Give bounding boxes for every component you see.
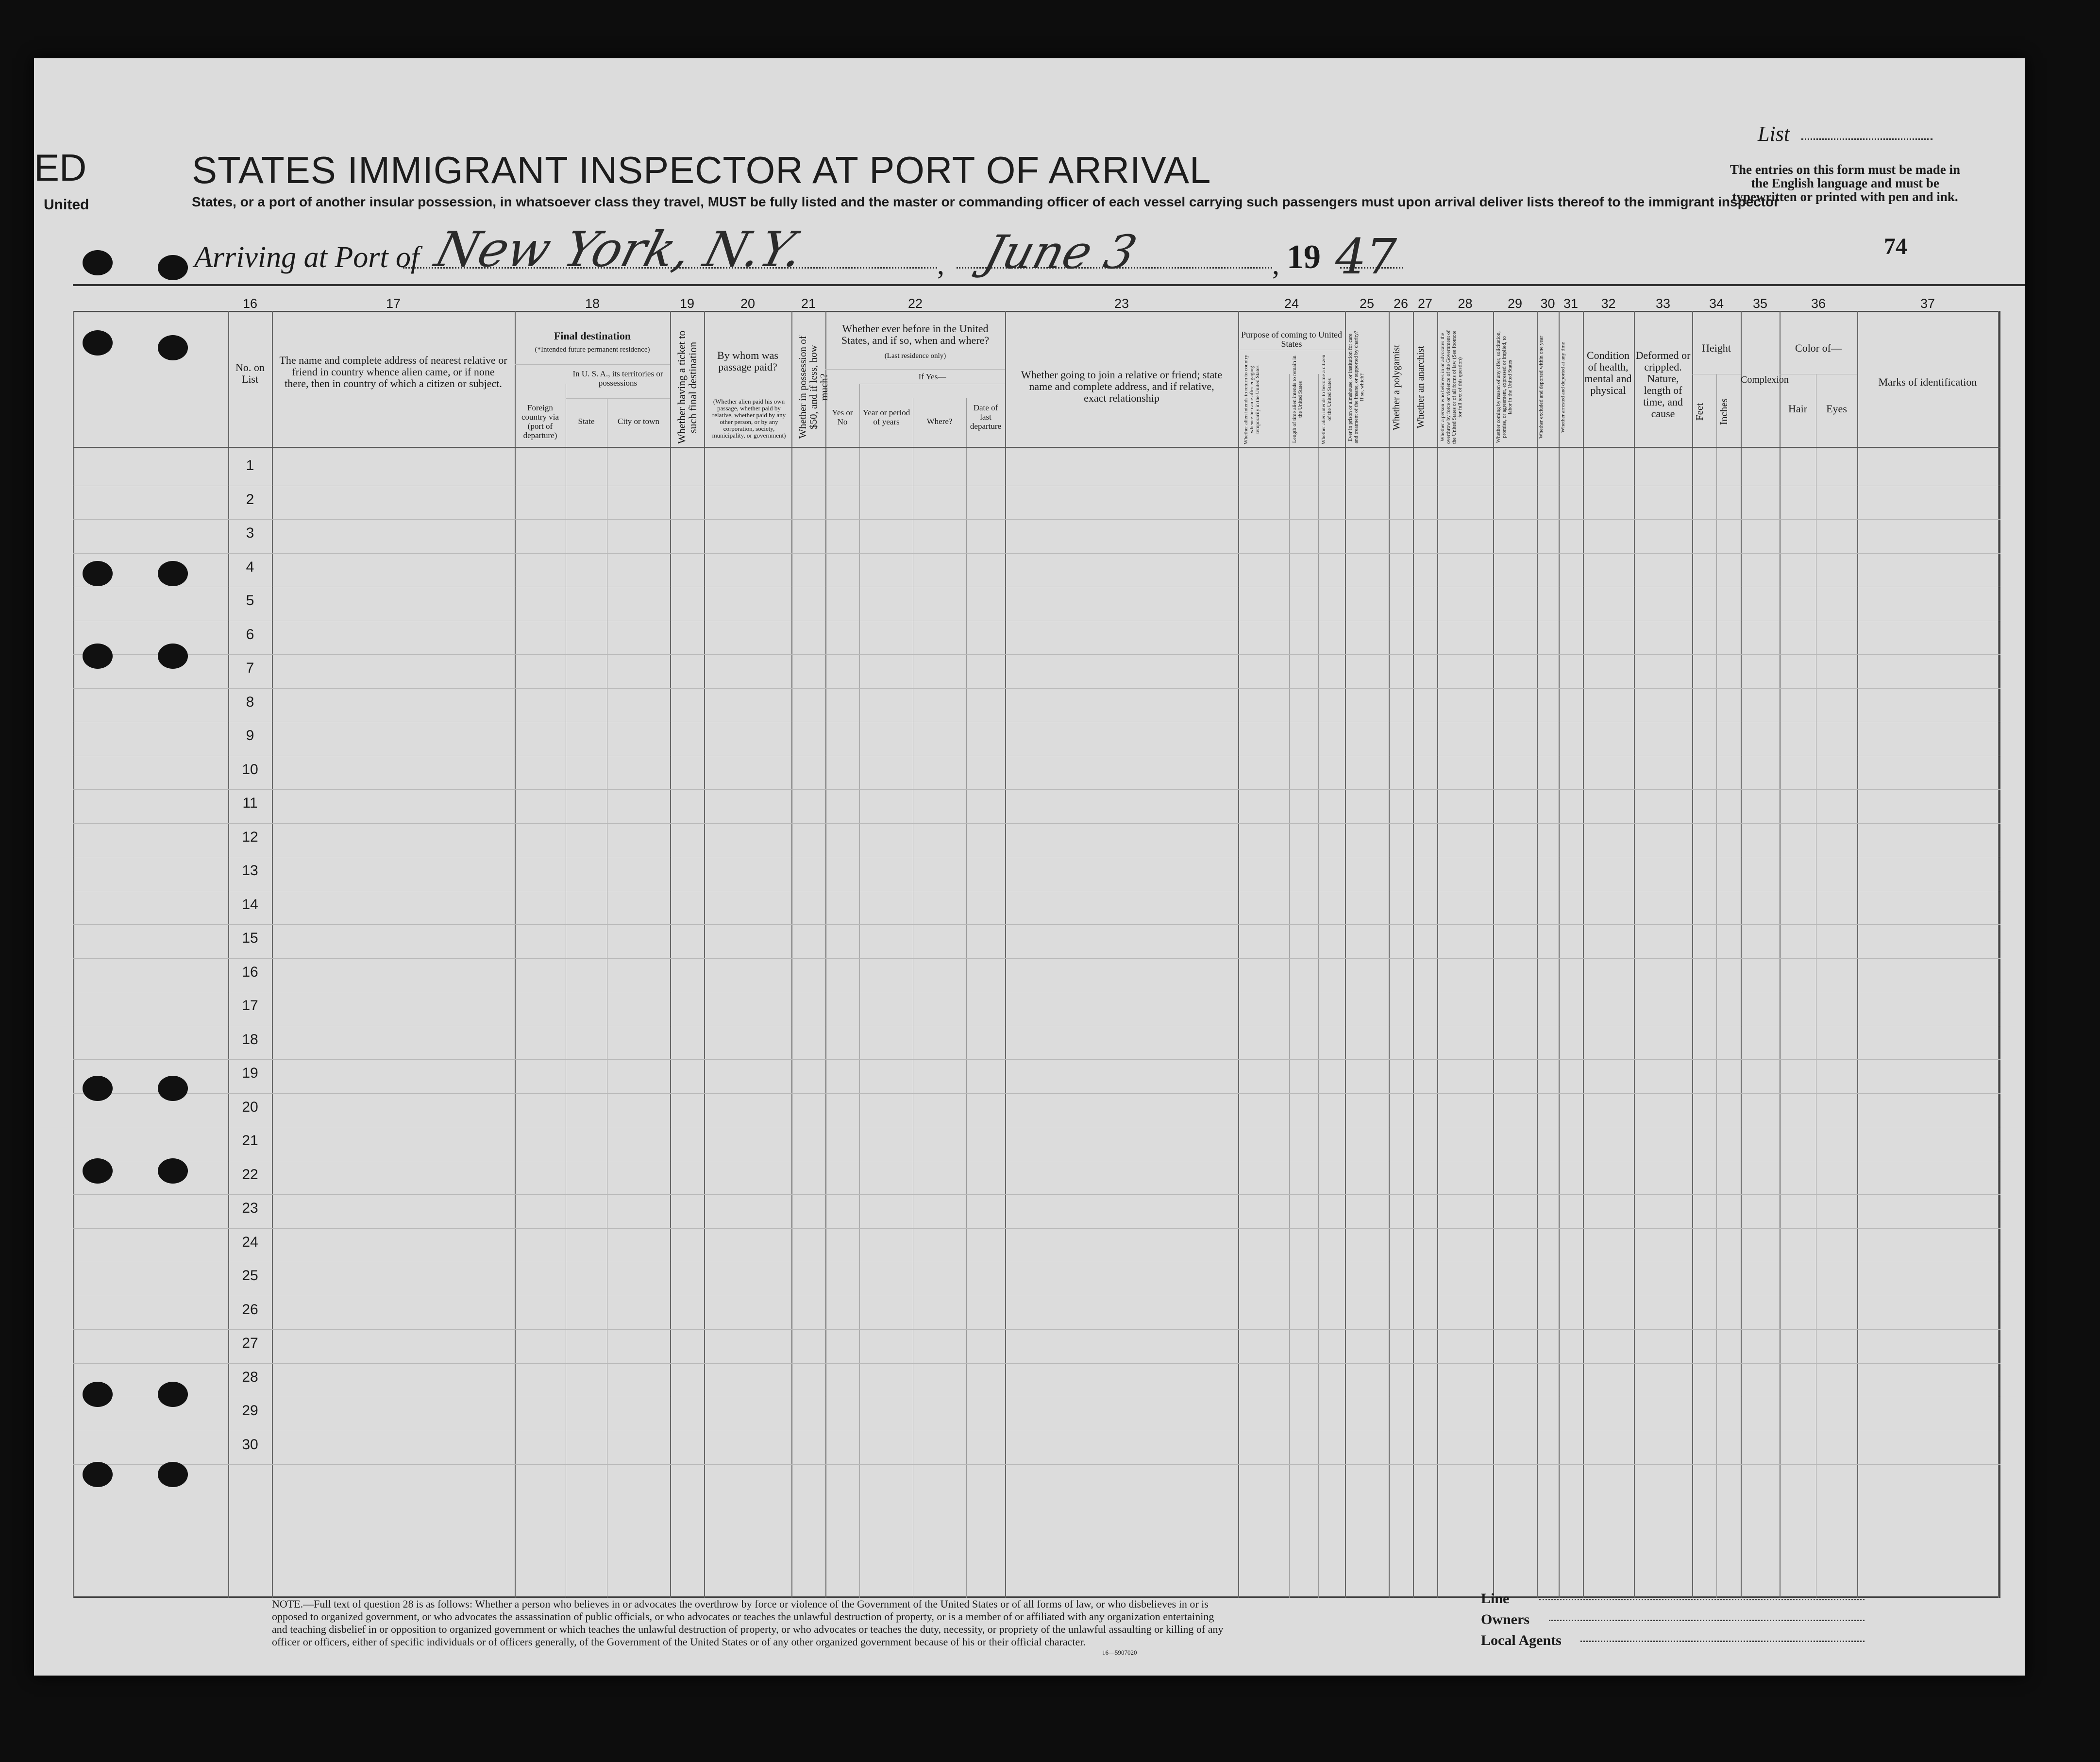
col-divider: [1780, 311, 1781, 1598]
line-field[interactable]: [1539, 1599, 1865, 1600]
row-number: 1: [246, 457, 254, 474]
row-number: 6: [246, 626, 254, 643]
header-arrested: Whether arrested and deported at any time: [1560, 342, 1566, 433]
sub-rule: [515, 364, 670, 365]
col-number-18: 18: [585, 296, 600, 311]
col-divider: [1634, 311, 1635, 1598]
col-divider: [1583, 311, 1584, 1598]
header-height: Height: [1702, 342, 1731, 354]
form-reference: 16—5907020: [1102, 1649, 1137, 1656]
header-feet: Feet: [1694, 403, 1705, 421]
col-number-26: 26: [1393, 296, 1409, 311]
col-divider: [966, 398, 967, 1598]
owners-label: Owners: [1481, 1611, 1529, 1627]
header-prison: Ever in prison or almshouse, or institution for care and treatment of the insane, or supported by charity? If so, which?: [1347, 331, 1365, 444]
col-number-32: 32: [1601, 296, 1616, 311]
header-inches: Inches: [1718, 398, 1730, 425]
header-passage-paid: By whom was passage paid?: [717, 349, 778, 373]
table-row[interactable]: [73, 924, 2000, 925]
year-prefix: 19: [1287, 238, 1321, 276]
footnote-question-28: NOTE.—Full text of question 28 is as follows: Whether a person who believes in or advocates the overthrow by force or violence of the Government of the United States or of all forms of law, or who disbelieves in or is opposed to organized government, or who advocates the assassination of public officials, or who advocates or teaches the unlawful destruction of property, or is a member of or affiliated with any organization entertaining and teaching disbelief in or opposition to organized government or which teaches the unlawful destruction of property, or who advocates or teaches the duty, necessity, or propriety of the unlawful assaulting or killing of any officer or officers, either of specific individuals or of officers generally, of the Government of the United States or of any other organized government because of his or their official character.: [272, 1598, 1224, 1648]
table-row[interactable]: [73, 1194, 2000, 1195]
header-year-period: Year or period of years: [862, 408, 910, 426]
table-row[interactable]: [73, 1093, 2000, 1094]
row-number: 26: [242, 1301, 258, 1318]
header-fifty-dollars: Whether in possession of $50, and if less, how much?: [797, 336, 830, 439]
punch-hole: [83, 1382, 113, 1407]
punch-hole: [158, 644, 188, 669]
header-health: Condition of health, mental and physical: [1584, 349, 1632, 396]
punch-hole: [158, 1076, 188, 1101]
col-divider: [1559, 311, 1560, 1598]
year-handwritten[interactable]: 47: [1335, 228, 1397, 285]
col-divider: [791, 311, 792, 1598]
header-labor-offer: Whether coming by reason of any offer, solicitation, promise, or agreement, expressed or implied, to labor in the United States: [1495, 331, 1513, 443]
punch-hole: [158, 1382, 188, 1407]
punch-hole: [158, 255, 188, 280]
col-divider: [1238, 311, 1239, 1598]
row-number: 24: [242, 1234, 258, 1250]
header-purpose: Purpose of coming to United States: [1241, 330, 1342, 349]
col-divider: [1005, 311, 1006, 1598]
table-row[interactable]: [73, 1329, 2000, 1330]
sub-rule: [566, 398, 670, 399]
row-number: 11: [242, 795, 258, 811]
col-number-23: 23: [1114, 296, 1129, 311]
header-join-relative: Whether going to join a relative or friend; state name and complete address, and if relative, exact relationship: [1021, 369, 1223, 404]
row-number: 8: [246, 694, 254, 710]
table-row[interactable]: [73, 688, 2000, 689]
list-number-field[interactable]: [1801, 138, 1932, 140]
scan-border: [0, 0, 34, 1762]
table-row[interactable]: [73, 823, 2000, 824]
col-divider: [1741, 311, 1742, 1598]
table-row[interactable]: [73, 1059, 2000, 1060]
col-divider: [1437, 311, 1438, 1598]
header-where: Where?: [926, 417, 953, 426]
row-number: 27: [242, 1335, 258, 1351]
row-number: 9: [246, 728, 254, 744]
comma-2: ,: [1272, 248, 1279, 280]
row-number: 28: [242, 1369, 258, 1385]
punch-hole: [83, 644, 113, 669]
col-divider: [1537, 311, 1538, 1598]
col-divider: [1318, 374, 1319, 1598]
row-number: 19: [242, 1065, 258, 1081]
row-number: 14: [242, 896, 258, 913]
punch-hole: [83, 1076, 113, 1101]
row-number: 21: [242, 1133, 258, 1149]
header-foreign-country: Foreign country via (port of departure): [521, 403, 559, 440]
header-yes-no: Yes or No: [832, 408, 853, 426]
header-state: State: [578, 417, 595, 426]
col-number-19: 19: [679, 296, 695, 311]
col-number-24: 24: [1284, 296, 1299, 311]
col-divider: [1692, 311, 1693, 1598]
col-number-35: 35: [1752, 296, 1768, 311]
header-hair: Hair: [1788, 403, 1808, 415]
table-row[interactable]: [73, 1363, 2000, 1364]
punch-hole: [158, 1158, 188, 1184]
col-number-29: 29: [1507, 296, 1523, 311]
punch-hole: [83, 330, 113, 356]
col-divider: [704, 311, 705, 1598]
row-number: 7: [246, 660, 254, 676]
col-number-27: 27: [1417, 296, 1433, 311]
table-row[interactable]: [73, 553, 2000, 554]
header-marks: Marks of identification: [1878, 376, 1977, 388]
punch-hole: [158, 1462, 188, 1487]
punch-hole: [83, 1462, 113, 1487]
header-passage-paid-sub: (Whether alien paid his own passage, whether paid by relative, whether paid by any other person, or by any corporation, society, municipality, or government): [712, 398, 786, 439]
date-handwritten[interactable]: June 3: [978, 226, 1142, 279]
row-number: 5: [246, 593, 254, 609]
row-number: 29: [242, 1403, 258, 1419]
col-number-33: 33: [1655, 296, 1671, 311]
row-number: 2: [246, 491, 254, 508]
col-number-28: 28: [1458, 296, 1473, 311]
arriving-label: Arriving at Port of: [194, 241, 420, 274]
col-divider: [670, 311, 671, 1598]
header-ticket: Whether having a ticket to such final destination: [675, 330, 699, 444]
col-number-34: 34: [1709, 296, 1724, 311]
header-purpose-return: Whether alien intends to return to country whence he came after engaging temporarily in the United States: [1243, 355, 1260, 444]
row-number: 22: [242, 1166, 258, 1183]
header-complexion: Complexion: [1741, 374, 1789, 385]
header-no-on-list: No. on List: [235, 361, 265, 385]
header-left-fragment-2: United: [44, 197, 89, 213]
col-divider: [1998, 311, 1999, 1598]
punch-hole: [158, 561, 188, 586]
col-number-22: 22: [907, 296, 923, 311]
sub-rule: [825, 369, 1005, 370]
col-number-30: 30: [1540, 296, 1555, 311]
owners-field[interactable]: [1549, 1620, 1865, 1621]
col-divider: [1345, 311, 1346, 1598]
col-divider: [1716, 374, 1717, 1598]
row-number: 18: [242, 1031, 258, 1048]
row-number: 15: [242, 930, 258, 946]
col-number-20: 20: [740, 296, 756, 311]
header-color-of: Color of—: [1795, 342, 1842, 354]
col-number-25: 25: [1359, 296, 1375, 311]
table-row[interactable]: [73, 1228, 2000, 1229]
row-number: 16: [242, 964, 258, 980]
manifest-table: [73, 311, 2000, 1598]
row-number: 13: [242, 863, 258, 879]
row-number: 30: [242, 1436, 258, 1453]
page-number: 74: [1884, 234, 1907, 259]
row-number: 23: [242, 1200, 258, 1216]
header-overthrow: Whether a person who believes in or advocates the overthrow by force or violence of the Government of the United States or of all forms of law (See footnote for full text of this question): [1440, 330, 1463, 444]
row-number: 12: [242, 829, 258, 845]
col-divider: [73, 311, 74, 1598]
row-number: 3: [246, 525, 254, 541]
header-date-departure: Date of last departure: [970, 403, 1002, 431]
col-divider: [1413, 311, 1414, 1598]
punch-hole: [83, 250, 113, 275]
row-number: 10: [242, 761, 258, 778]
table-row[interactable]: [73, 519, 2000, 520]
punch-hole: [83, 561, 113, 586]
header-relative-address: The name and complete address of nearest relative or friend in country whence alien came, or if none there, then in country of which a citizen or subject.: [279, 354, 507, 390]
list-label: List: [1758, 122, 1790, 146]
port-handwritten[interactable]: New York, N.Y.: [429, 221, 810, 278]
manifest-sheet: [34, 58, 2025, 1676]
table-row[interactable]: [73, 958, 2000, 959]
row-number: 20: [242, 1099, 258, 1115]
col-divider: [1389, 311, 1390, 1598]
header-eyes: Eyes: [1826, 403, 1847, 415]
col-divider: [859, 384, 860, 1598]
header-ever-before: Whether ever before in the United States, and if so, when and where?: [841, 322, 990, 346]
header-rule: [73, 284, 2025, 286]
header-if-yes: If Yes—: [918, 372, 946, 381]
col-number-31: 31: [1563, 296, 1579, 311]
table-row[interactable]: [73, 1464, 2000, 1465]
col-divider: [1289, 374, 1290, 1598]
form-instruction: States, or a port of another insular possession, in whatsoever class they travel, MUST be fully listed and the master or commanding officer of each vessel carrying such passengers must upon arrival deliver lists thereof to the immigrant inspector: [192, 194, 1780, 209]
col-number-21: 21: [801, 296, 816, 311]
header-ever-before-sub: (Last residence only): [884, 352, 946, 360]
table-row[interactable]: [73, 654, 2000, 655]
table-row[interactable]: [73, 789, 2000, 790]
header-purpose-citizen: Whether alien intends to become a citizen of the United States: [1321, 355, 1332, 444]
punch-hole: [158, 335, 188, 360]
header-deformed: Deformed or crippled. Nature, length of time, and cause: [1635, 349, 1691, 420]
header-polygamist: Whether a polygamist: [1391, 344, 1402, 430]
header-anarchist: Whether an anarchist: [1415, 346, 1426, 429]
row-number: 4: [246, 559, 254, 575]
col-divider: [825, 311, 826, 1598]
header-city: City or town: [618, 417, 659, 426]
col-divider: [515, 311, 516, 1598]
local-agents-field[interactable]: [1580, 1641, 1865, 1642]
header-final-destination-sub: (*Intended future permanent residence): [535, 346, 650, 354]
header-purpose-length: Length of time alien intends to remain in the United States: [1292, 356, 1303, 443]
punch-hole: [83, 1158, 113, 1184]
col-number-37: 37: [1920, 296, 1935, 311]
entries-note: The entries on this form must be made in the English language and must be typewritten or printed with pen and ink.: [1730, 162, 1960, 204]
col-divider: [272, 311, 273, 1598]
local-agents-label: Local Agents: [1481, 1632, 1562, 1648]
row-number: 17: [242, 998, 258, 1014]
row-number: 25: [242, 1268, 258, 1284]
col-number-16: 16: [242, 296, 258, 311]
header-in-usa: In U. S. A., its territories or possessions: [572, 369, 663, 388]
form-title: STATES IMMIGRANT INSPECTOR AT PORT OF ARRIVAL: [192, 149, 1211, 191]
col-number-36: 36: [1811, 296, 1826, 311]
comma-1: ,: [937, 248, 944, 280]
col-number-17: 17: [386, 296, 401, 311]
header-excluded: Whether excluded and deported within one year: [1538, 336, 1544, 439]
col-divider: [1857, 311, 1858, 1598]
header-left-fragment: ED: [34, 146, 87, 189]
line-label: Line: [1481, 1591, 1510, 1607]
header-final-destination: Final destination: [554, 330, 631, 342]
col-divider: [1493, 311, 1494, 1598]
header-bottom-rule: [73, 447, 2000, 448]
